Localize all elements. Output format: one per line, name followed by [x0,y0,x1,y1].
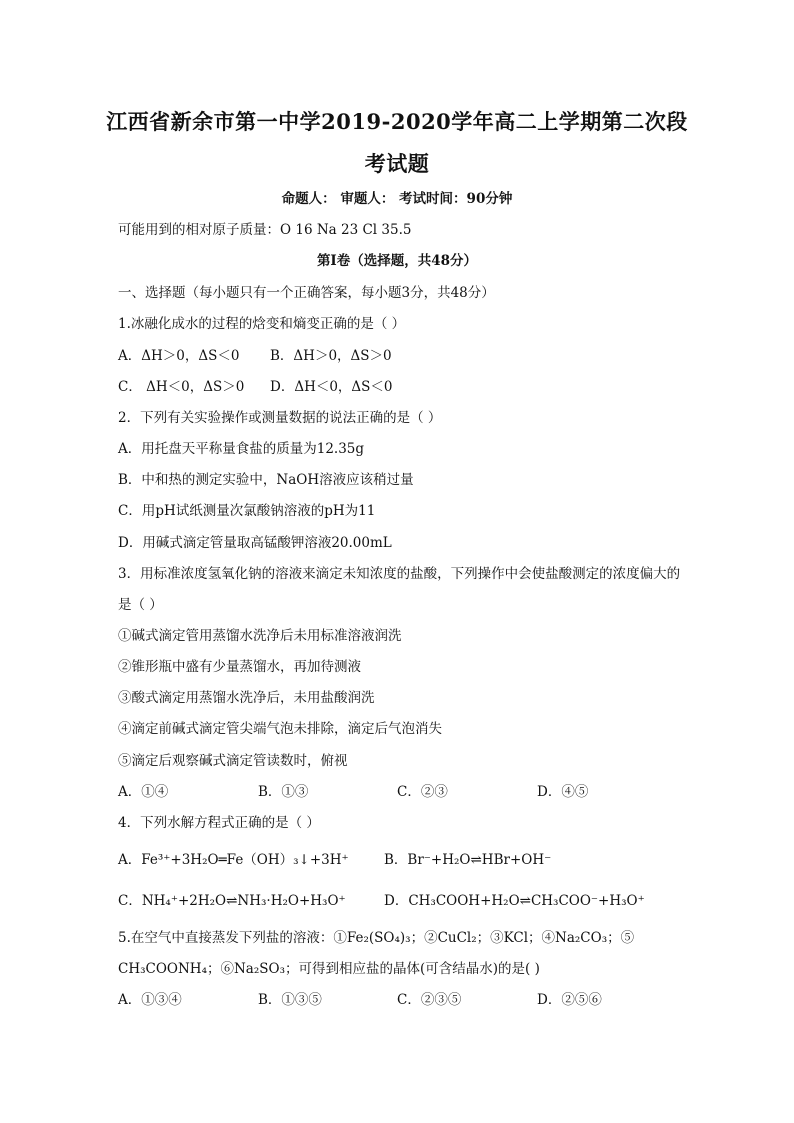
exam-title-line2: 考试题 [364,151,430,176]
q2-option-a: A．用托盘天平称量食盐的质量为12.35g [118,441,365,457]
q5-stem-line1: 5.在空气中直接蒸发下列盐的溶液：①Fe₂(SO₄)₃；②CuCl₂；③KCl；④Na₂CO₃；⑤ [118,930,635,946]
q3-option-a: A．①④ [118,784,169,800]
q4-option-a: A．Fe³⁺+3H₂O═Fe（OH）₃↓+3H⁺ [118,852,349,868]
q4-option-d: D．CH₃COOH+H₂O⇌CH₃COO⁻+H₃O⁺ [384,893,645,909]
q2-stem: 2．下列有关实验操作或测量数据的说法正确的是（ ） [118,410,442,426]
q1-option-c: C． ΔH＜0，ΔS＞0 [118,379,245,395]
exam-title-line1: 江西省新余市第一中学2019-2020学年高二上学期第二次段 [106,109,688,134]
q1-option-b: B．ΔH＞0，ΔS＞0 [270,348,392,364]
q5-option-d: D．②⑤⑥ [537,992,602,1008]
section-instructions: 一、选择题（每小题只有一个正确答案，每小题3分，共48分） [118,285,495,301]
q4-option-c: C．NH₄⁺+2H₂O⇌NH₃·H₂O+H₃O⁺ [118,893,346,909]
q5-option-c: C．②③⑤ [397,992,462,1008]
q2-option-d: D．用碱式滴定管量取高锰酸钾溶液20.00mL [118,535,392,551]
q4-option-b: B．Br⁻+H₂O⇌HBr+OH⁻ [384,852,552,868]
q2-option-b: B．中和热的测定实验中，NaOH溶液应该稍过量 [118,472,414,488]
q1-stem: 1.冰融化成水的过程的焓变和熵变正确的是（ ） [118,316,406,332]
q3-option-d: D．④⑤ [537,784,589,800]
q3-option-c: C．②③ [397,784,448,800]
q4-stem: 4．下列水解方程式正确的是（ ） [118,815,320,831]
q2-option-c: C．用pH试纸测量次氯酸钠溶液的pH为11 [118,503,376,519]
q1-option-d: D．ΔH＜0，ΔS＜0 [270,379,393,395]
atomic-masses: 可能用到的相对原子质量：O 16 Na 23 Cl 35.5 [118,222,412,238]
q3-stem-line2: 是（ ） [118,597,163,613]
q3-item-1: ①碱式滴定管用蒸馏水洗净后未用标准溶液润洗 [118,628,402,644]
q5-stem-line2: CH₃COONH₄；⑥Na₂SO₃；可得到相应盐的晶体(可含结晶水)的是( ) [118,961,540,977]
authors-line: 命题人： 审题人： 考试时间：90分钟 [281,191,513,207]
q3-item-3: ③酸式滴定用蒸馏水洗净后，未用盐酸润洗 [118,690,375,706]
q3-item-2: ②锥形瓶中盛有少量蒸馏水，再加待测液 [118,659,361,675]
q5-option-a: A．①③④ [118,992,182,1008]
q3-item-5: ⑤滴定后观察碱式滴定管读数时，俯视 [118,753,348,769]
q3-stem-line1: 3．用标准浓度氢氧化钠的溶液来滴定未知浓度的盐酸，下列操作中会使盐酸测定的浓度偏大的 [118,566,681,582]
section-title: 第I卷（选择题，共48分） [316,253,478,269]
q3-option-b: B．①③ [258,784,309,800]
q3-item-4: ④滴定前碱式滴定管尖端气泡未排除，滴定后气泡消失 [118,721,442,737]
q5-option-b: B．①③⑤ [258,992,322,1008]
q1-option-a: A．ΔH＞0，ΔS＜0 [118,348,240,364]
